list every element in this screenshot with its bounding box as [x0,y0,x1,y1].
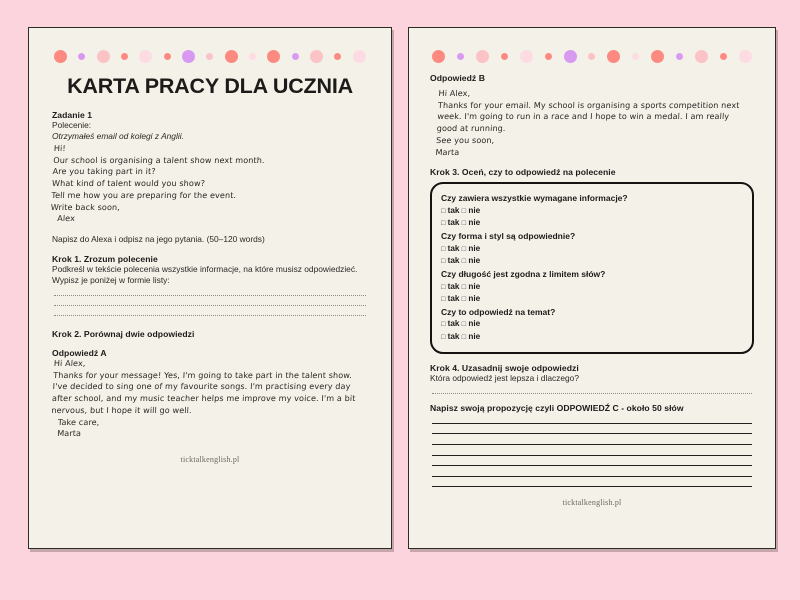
decorative-dot-8 [607,50,620,63]
decorative-dot-10 [651,50,664,63]
eval-option-row [441,205,743,217]
decorative-dot-4 [520,50,533,63]
decorative-dot-3 [121,53,128,60]
eval-question: Czy forma i styl są odpowiednie? [441,231,576,242]
email-line: What kind of talent would you show? [51,177,206,188]
checkbox-icon[interactable]: □ [441,281,446,291]
answer-a-line: nervous, but I hope it will go well. [51,405,192,416]
answer-a-line: I've decided to sing one of my favourite songs. I'm practising every day [52,381,351,392]
checkbox-icon[interactable]: □ [441,293,446,303]
answer-b-line: good at running. [436,123,506,134]
answer-b-signature: Marta [435,146,460,157]
final-task-heading: Napisz swoją propozycję czyli ODPOWIEDŹ C - około 50 słów [430,403,684,414]
decorative-dot-13 [334,53,341,60]
eval-option-row [441,293,743,305]
answer-b-closing: See you soon, [435,134,495,145]
answer-a-line: Thanks for your message! Yes, I'm going to take part in the talent show. [53,370,353,381]
eval-option-row [441,243,743,255]
answer-a-line: Hi Alex, [53,358,86,369]
step1-text-1: Podkreśl w tekście polecenia wszystkie informacje, na które musisz odpowiedzieć. [52,263,358,274]
decorative-dot-12 [310,50,323,63]
decorative-dot-row-left [52,46,368,66]
checkbox-label[interactable]: nie [466,255,481,265]
email-line: Hi! [53,142,67,153]
footer-left: ticktalkenglish.pl [180,454,240,464]
step1-text-2: Wypisz je poniżej w formie listy: [52,275,170,286]
decorative-dot-6 [564,50,577,63]
step4-heading: Krok 4. Uzasadnij swoje odpowiedzi [430,363,579,374]
email-body [50,143,370,225]
decorative-dot-7 [206,53,213,60]
step2-heading: Krok 2. Porównaj dwie odpowiedzi [52,329,195,340]
decorative-dot-13 [720,53,727,60]
decorative-dot-0 [54,50,67,63]
checkbox-icon[interactable]: □ [461,319,467,329]
checkbox-icon[interactable]: □ [461,281,467,291]
checkbox-label[interactable]: nie [466,243,481,253]
task-heading: Zadanie 1 [52,110,93,120]
footer-right: ticktalkenglish.pl [562,498,622,508]
solid-writing-line[interactable] [432,476,752,477]
checkbox-label[interactable]: nie [466,293,481,303]
checkbox-label[interactable]: tak [445,205,462,215]
eval-option-row [441,217,743,229]
eval-question: Czy zawiera wszystkie wymagane informacje? [441,193,628,204]
answer-a-line: after school, and my music teacher helps me improve my voice. I'm a bit [51,393,356,404]
step4-text: Która odpowiedź jest lepsza i dlaczego? [430,373,579,384]
decorative-dot-5 [164,53,171,60]
checkbox-icon[interactable]: □ [441,319,446,329]
eval-option-row [441,281,743,293]
checkbox-icon[interactable]: □ [461,218,467,228]
decorative-dot-5 [545,53,552,60]
solid-writing-line[interactable] [432,444,752,445]
decorative-dot-9 [632,53,639,60]
eval-option-row [441,331,743,343]
checkbox-icon[interactable]: □ [461,205,467,215]
final-answer-lines[interactable] [430,423,754,488]
task-prompt: Napisz do Alexa i odpisz na jego pytania. (50–120 words) [52,233,265,244]
step1-answer-lines[interactable] [52,295,368,316]
page-title: KARTA PRACY DLA UCZNIA [67,74,353,98]
instruction-italic: Otrzymałeś email od kolegi z Anglii. [52,131,184,142]
checkbox-label[interactable]: nie [466,331,481,341]
answer-a-closing: Take care, [57,417,100,428]
checkbox-icon[interactable]: □ [461,243,467,253]
answer-b-line: week. I'm going to run in a race and I hope to win a medal. I am really [437,111,730,122]
decorative-dot-9 [249,53,256,60]
worksheet-page-left [28,27,392,549]
checkbox-icon[interactable]: □ [441,218,446,228]
answer-a-heading: Odpowiedź A [52,348,107,359]
dotted-writing-line[interactable] [54,305,366,306]
decorative-dot-7 [588,53,595,60]
checkbox-label[interactable]: nie [466,205,481,215]
checkbox-label[interactable]: tak [445,281,462,291]
decorative-dot-2 [97,50,110,63]
answer-b-body [428,88,756,158]
answer-b-line: Hi Alex, [438,88,471,98]
solid-writing-line[interactable] [432,455,752,456]
eval-option-row [441,255,743,267]
checkbox-label[interactable]: tak [445,255,462,265]
checkbox-icon[interactable]: □ [441,205,446,215]
checkbox-label[interactable]: nie [466,218,481,228]
email-line: Tell me how you are preparing for the event. [51,189,237,200]
decorative-dot-row-right [430,46,754,66]
dotted-writing-line[interactable] [54,295,366,296]
step1-heading: Krok 1. Zrozum polecenie [52,253,158,264]
answer-b-heading: Odpowiedź B [430,73,485,83]
solid-writing-line[interactable] [432,423,752,424]
decorative-dot-10 [267,50,280,63]
email-signature: Alex [56,212,76,223]
decorative-dot-3 [501,53,508,60]
answer-b-line: Thanks for your email. My school is organising a sports competition next [437,99,740,110]
solid-writing-line[interactable] [432,433,752,434]
checkbox-icon[interactable]: □ [441,243,446,253]
step3-heading: Krok 3. Oceń, czy to odpowiedź na polecenie [430,167,616,178]
checkbox-icon[interactable]: □ [441,331,446,341]
instruction-label: Polecenie: [52,120,92,130]
checkbox-label[interactable]: tak [445,331,462,341]
checkbox-label[interactable]: nie [466,281,481,291]
decorative-dot-14 [353,50,366,63]
solid-writing-line[interactable] [432,465,752,466]
decorative-dot-4 [139,50,152,63]
decorative-dot-11 [676,53,683,60]
decorative-dot-14 [739,50,752,63]
answer-a-signature: Marta [56,428,82,439]
checkbox-icon[interactable]: □ [461,293,467,303]
email-line: Are you taking part in it? [52,165,156,176]
checkbox-label[interactable]: tak [445,218,462,228]
eval-question: Czy to odpowiedź na temat? [441,307,556,318]
decorative-dot-8 [225,50,238,63]
decorative-dot-1 [78,53,85,60]
email-line: Our school is organising a talent show next month. [53,154,266,165]
page-right-content [418,37,766,539]
checkbox-icon[interactable]: □ [441,255,446,265]
answer-a-body [50,358,370,440]
decorative-dot-2 [476,50,489,63]
checkbox-label[interactable]: tak [445,319,462,329]
decorative-dot-11 [292,53,299,60]
evaluation-checklist-box [430,182,754,354]
checkbox-label[interactable]: nie [466,319,481,329]
eval-question: Czy długość jest zgodna z limitem słów? [441,269,606,280]
checkbox-icon[interactable]: □ [461,255,467,265]
decorative-dot-6 [182,50,195,63]
checkbox-label[interactable]: tak [445,243,462,253]
checkbox-label[interactable]: tak [445,293,462,303]
decorative-dot-12 [695,50,708,63]
decorative-dot-0 [432,50,445,63]
email-line: Write back soon, [50,201,121,212]
eval-option-row [441,318,743,330]
worksheet-page-right [408,27,776,549]
solid-writing-line[interactable] [432,486,752,487]
checkbox-icon[interactable]: □ [461,331,467,341]
page-left-content [38,37,382,539]
decorative-dot-1 [457,53,464,60]
